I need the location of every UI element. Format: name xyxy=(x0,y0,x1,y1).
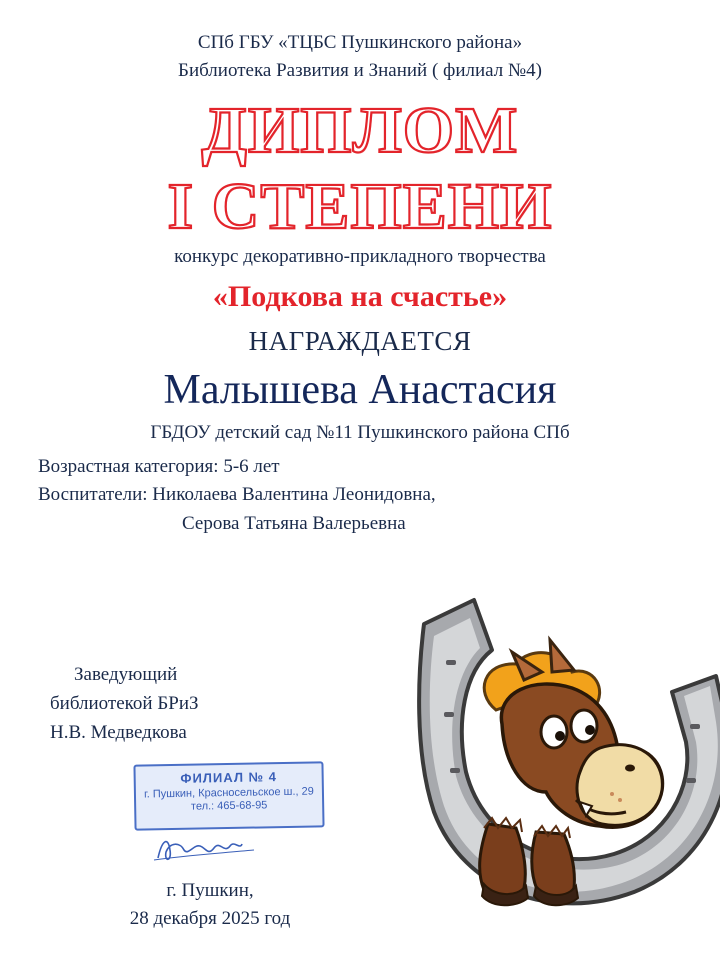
institution: ГБДОУ детский сад №11 Пушкинского района СПб xyxy=(150,422,570,443)
signer-position-1: Заведующий xyxy=(74,664,178,685)
contest-name: «Подкова на счастье» xyxy=(212,280,508,313)
signer-name: Н.В. Медведкова xyxy=(50,722,187,743)
handwritten-signature xyxy=(150,828,260,868)
footer-city: г. Пушкин, xyxy=(166,880,254,901)
contest-type: конкурс декоративно-прикладного творчества xyxy=(174,246,546,267)
horse-in-horseshoe-icon xyxy=(404,592,720,922)
teachers-line-1: Воспитатели: Николаева Валентина Леонидовна, xyxy=(38,484,436,505)
library-name: Библиотека Развития и Знаний ( филиал №4) xyxy=(178,60,542,81)
organization-name: СПб ГБУ «ТЦБС Пушкинского района» xyxy=(197,32,523,53)
library-stamp xyxy=(133,761,324,830)
diploma-title: ДИПЛОМ xyxy=(201,94,519,167)
awarded-label: НАГРАЖДАЕТСЯ xyxy=(248,326,472,356)
stamp-line-2: г. Пушкин, Красносельское ш., 29 xyxy=(143,785,314,801)
winner-name: Малышева Анастасия xyxy=(163,367,557,413)
signer-position-2: библиотекой БРиЗ xyxy=(50,693,199,714)
age-category: Возрастная категория: 5-6 лет xyxy=(38,456,280,477)
diploma-degree: I СТЕПЕНИ xyxy=(167,170,553,243)
stamp-line-1: ФИЛИАЛ № 4 xyxy=(180,769,278,786)
teachers-line-2: Серова Татьяна Валерьевна xyxy=(182,513,406,534)
stamp-line-3: тел.: 465-68-95 xyxy=(190,799,268,813)
footer-date: 28 декабря 2025 год xyxy=(129,908,291,929)
